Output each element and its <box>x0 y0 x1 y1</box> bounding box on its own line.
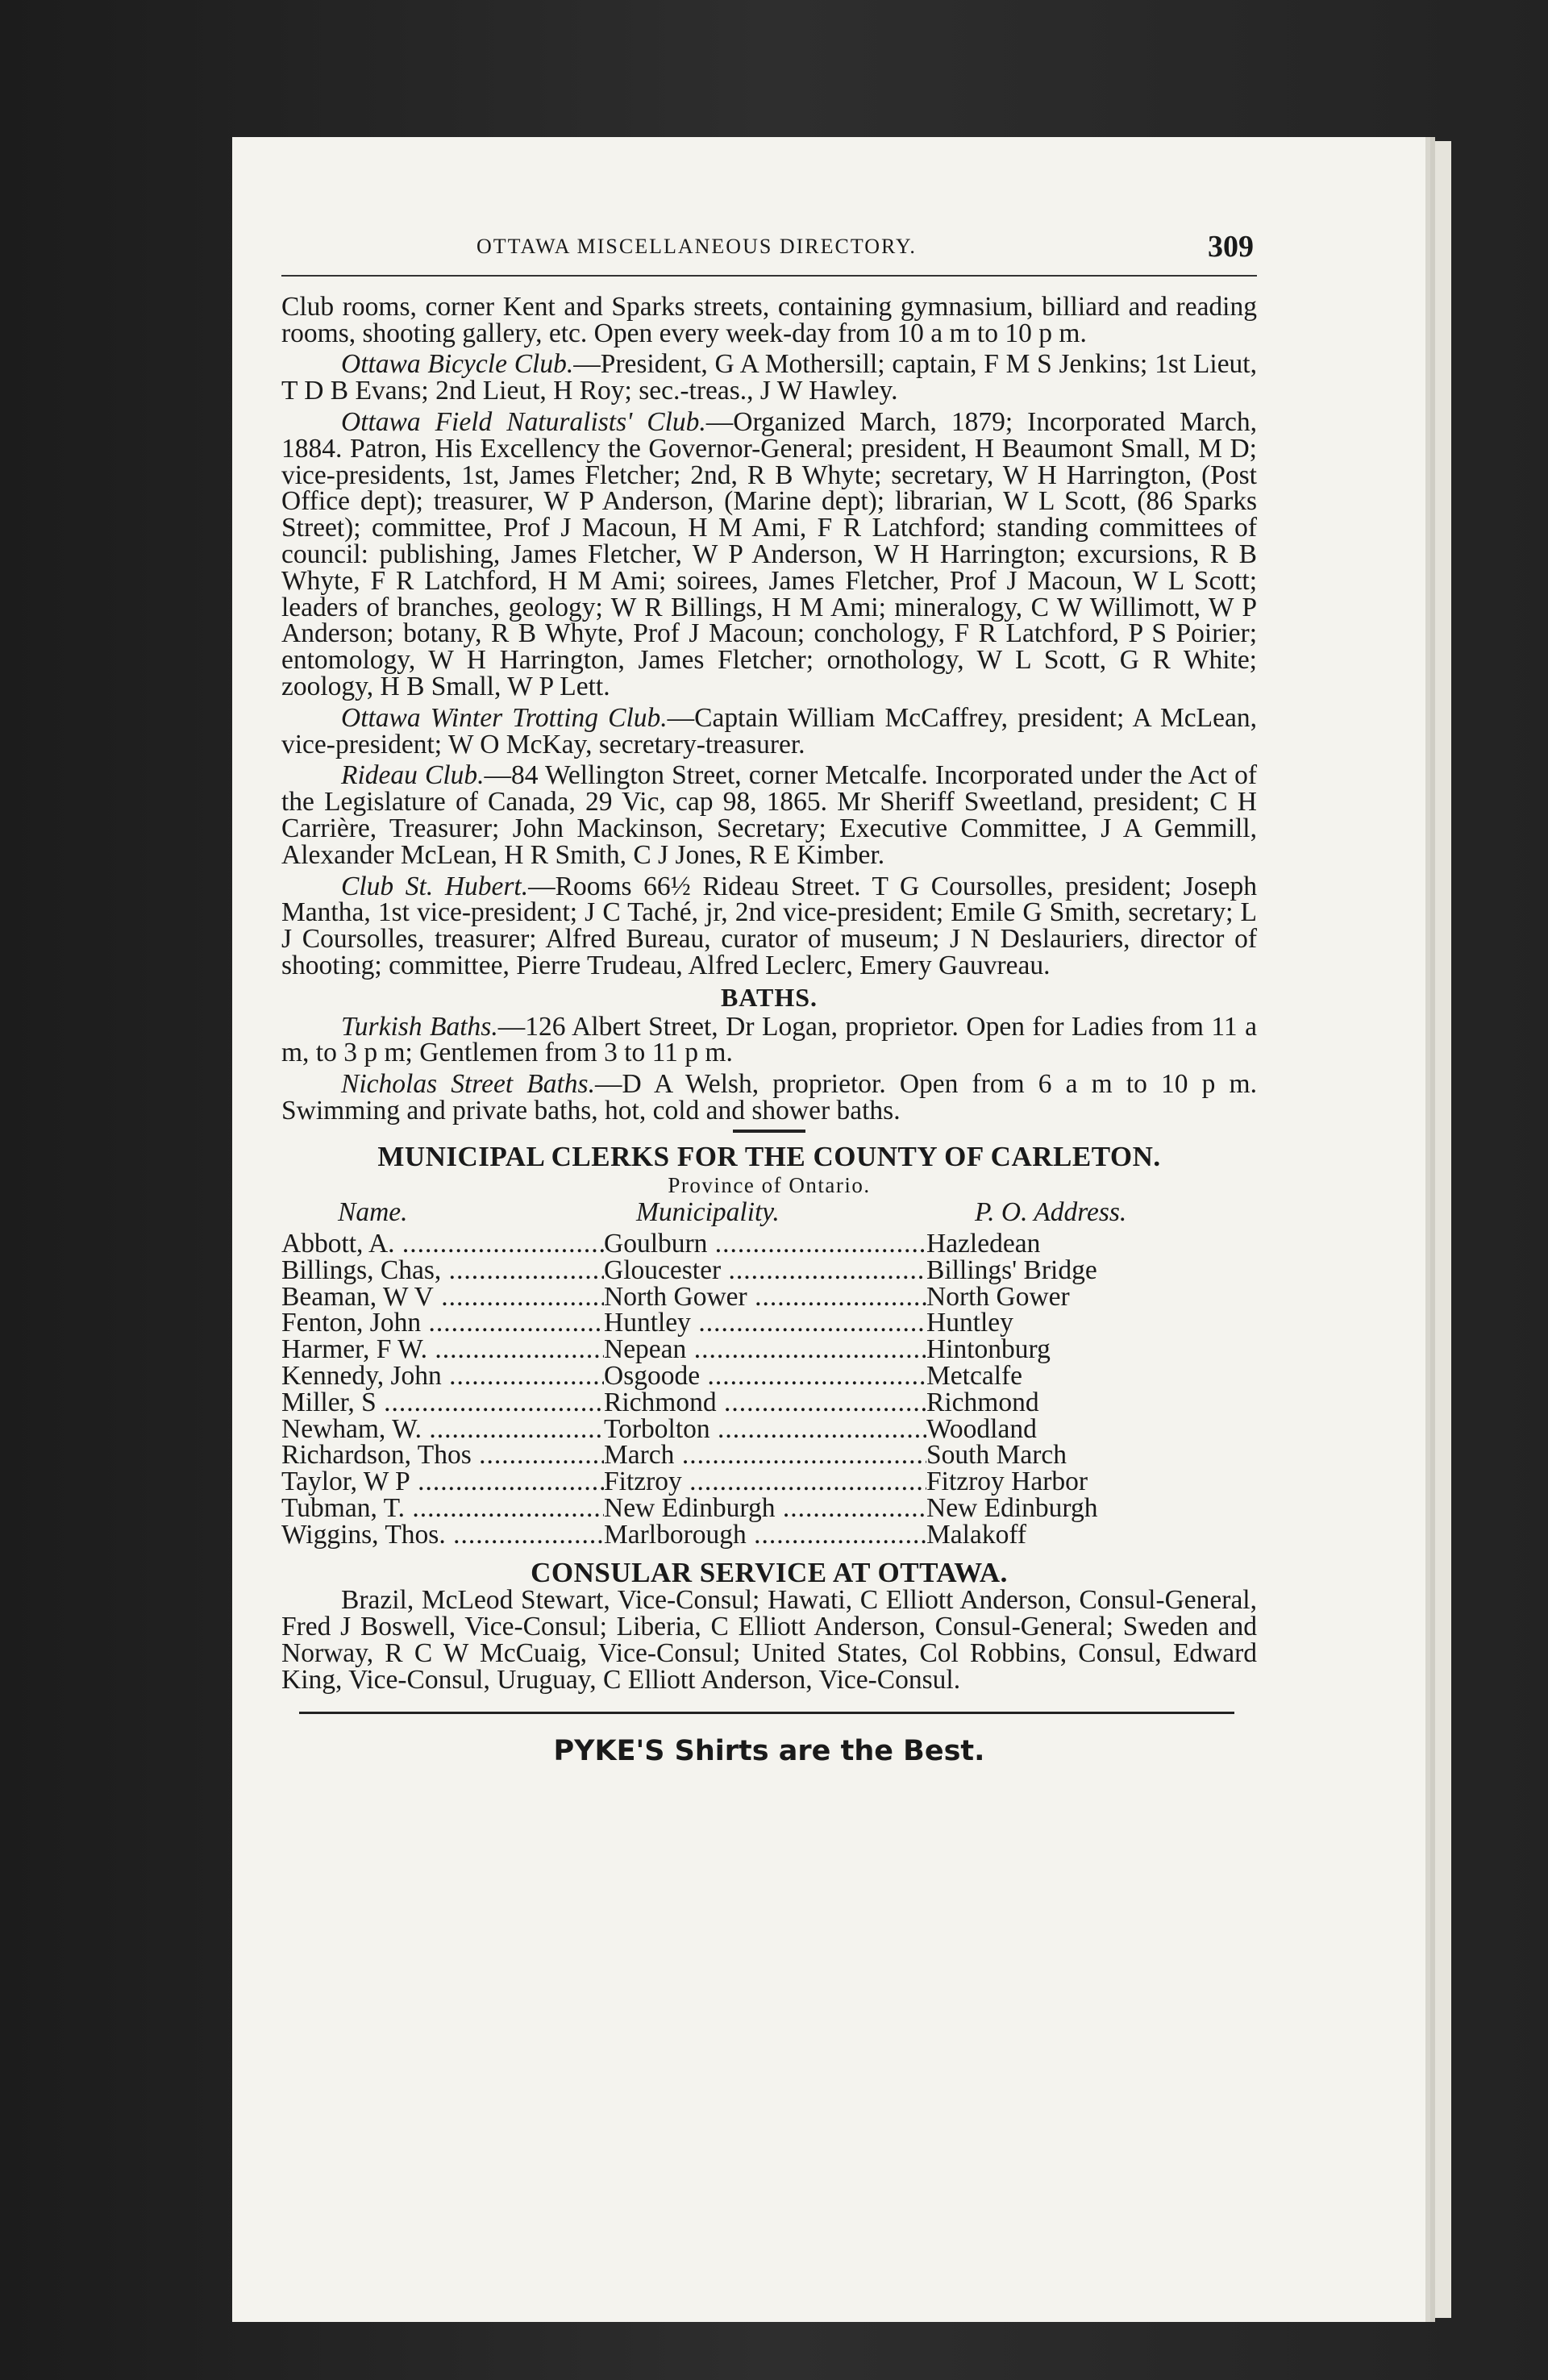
cell-municipality: Nepean ..... <box>604 1337 926 1363</box>
cell-municipality: Torbolton ..... <box>604 1417 926 1443</box>
cell-address: Metcalfe <box>926 1363 1023 1390</box>
column-header-address: P. O. Address. <box>975 1197 1127 1228</box>
club-entry-text: —Rooms 66½ Rideau Street. T G Coursolles, president; Joseph Mantha, 1st vice-president; J C Taché, jr, 2nd vice-president; Emile G Smith, secretary; L J Coursolles, treasurer; Alfred Bureau, curator of museum; J N Deslauriers, director of shooting; committee, Pierre Trudeau, Alfred Leclerc, Emery Gauvreau. <box>281 871 1258 980</box>
table-row <box>281 1337 1257 1363</box>
cell-municipality: March ..... <box>604 1442 926 1469</box>
cell-name: Taylor, W P ..... <box>281 1469 604 1496</box>
club-entry <box>281 349 1257 406</box>
cell-address: Huntley <box>926 1310 1013 1338</box>
baths-heading: BATHS. <box>720 982 818 1012</box>
club-entry-name: Ottawa Field Naturalists' Club. <box>341 406 706 437</box>
cell-address: Billings' Bridge <box>926 1257 1097 1284</box>
club-entry-text: —Organized March, 1879; Incorporated March, 1884. Patron, His Excellency the Governor-General; president, H Beaumont Small, M D; vice-presidents, 1st, James Fletcher; 2nd, R B Whyte; secretary, W H Harrington, (Post Office dept); treasurer, W P Anderson, (Marine dept); librarian, W L Scott, (86 Sparks Street); committee, Prof J Macoun, H M Ami, F R Latchford; standing committees of council: publishing, James Fletcher, W P Anderson, W H Harrington; excursions, R B Whyte, F R Latchford, H M Ami; soirees, James Fletcher, Prof J Macoun, W L Scott; leaders of branches, geology; W R Billings, H M Ami; mineralogy, C W Willimott, W P Anderson; botany, R B Whyte, Prof J Macoun; conchology, F R Latchford, P S Poirier; entomology, W H Harrington, James Fletcher; ornothology, W L Scott, G R White; zoology, H B Small, W P Lett. <box>281 406 1257 701</box>
club-entry-text: —President, G A Mothersill; captain, F M S Jenkins; 1st Lieut, T D B Evans; 2nd Lieut, H Roy; sec.-treas., J W Hawley. <box>281 349 1257 406</box>
table-row <box>281 1442 1257 1469</box>
cell-municipality: Fitzroy ..... <box>604 1469 926 1496</box>
cell-municipality: Richmond ..... <box>604 1390 926 1417</box>
section-divider <box>733 1130 805 1133</box>
column-header-municipality: Municipality. <box>636 1197 780 1228</box>
cell-name: Harmer, F W. ..... <box>281 1337 604 1363</box>
table-row <box>281 1231 1257 1258</box>
clerks-subheading: Province of Ontario. <box>668 1172 871 1197</box>
bath-entry-text: —126 Albert Street, Dr Logan, proprietor. Open for Ladies from 11 a m, to 3 p m; Gentlemen from 3 to 11 p m. <box>281 1011 1257 1068</box>
club-entry-text: —84 Wellington Street, corner Metcalfe. Incorporated under the Act of the Legislature of Canada, 29 Vic, cap 98, 1865. Mr Sheriff Sweetland, president; C H Carrière, Treasurer; John Mackinson, Secretary; Executive Committee, J A Gemmill, Alexander McLean, H R Smith, C J Jones, R E Kimber. <box>281 760 1257 870</box>
club-entry-name: Rideau Club. <box>341 760 485 791</box>
cell-municipality: Marlborough ..... <box>604 1522 926 1549</box>
club-entry-name: Ottawa Bicycle Club. <box>341 349 574 380</box>
clerks-heading: MUNICIPAL CLERKS FOR THE COUNTY OF CARLETON. <box>377 1140 1161 1172</box>
clerks-column-headers <box>281 1197 1257 1228</box>
club-entry-text: —Captain William McCaffrey, president; A McLean, vice-president; W O McKay, secretary-treasurer. <box>281 702 1257 759</box>
page-header <box>281 230 1257 264</box>
cell-address: New Edinburgh <box>926 1496 1098 1522</box>
cell-address: Richmond <box>926 1389 1039 1417</box>
page-content <box>281 230 1258 1767</box>
club-entries <box>281 349 1258 980</box>
table-row <box>281 1310 1257 1337</box>
bath-entry-name: Turkish Baths. <box>341 1011 498 1042</box>
clerks-table <box>281 1231 1257 1549</box>
table-row <box>281 1390 1257 1417</box>
column-header-name: Name. <box>338 1197 408 1228</box>
cell-municipality: Goulburn ..... <box>604 1231 926 1258</box>
cell-municipality: Gloucester ..... <box>604 1258 926 1284</box>
table-row <box>281 1284 1257 1311</box>
cell-name: Richardson, Thos ..... <box>281 1442 604 1469</box>
club-entry <box>281 702 1257 759</box>
club-entry <box>281 871 1258 980</box>
bath-entry <box>281 1011 1257 1068</box>
cell-address: Hazledean <box>926 1231 1041 1258</box>
cell-name: Tubman, T. ..... <box>281 1496 604 1522</box>
bath-entries <box>281 1011 1257 1126</box>
cell-name: Wiggins, Thos. ..... <box>281 1522 604 1549</box>
cell-name: Beaman, W V ..... <box>281 1284 604 1311</box>
advertisement: PYKE'S Shirts are the Best. <box>553 1734 985 1767</box>
page-number: 309 <box>1208 230 1254 264</box>
cell-municipality: North Gower ..... <box>604 1284 926 1311</box>
cell-address: Woodland <box>926 1416 1037 1443</box>
footer-rule <box>299 1712 1234 1714</box>
club-entry-name: Ottawa Winter Trotting Club. <box>341 702 668 733</box>
club-entry-name: Club St. Hubert. <box>341 871 529 901</box>
table-row <box>281 1469 1257 1496</box>
club-entry <box>281 406 1257 701</box>
bath-entry <box>281 1071 1257 1125</box>
table-row <box>281 1417 1257 1443</box>
consular-heading: CONSULAR SERVICE AT OTTAWA. <box>531 1556 1008 1588</box>
bath-entry-name: Nicholas Street Baths. <box>341 1069 595 1100</box>
club-entry <box>281 760 1257 870</box>
bath-entry-text: —D A Welsh, proprietor. Open from 6 a m to 10 p m. Swimming and private baths, hot, cold and shower baths. <box>281 1069 1257 1126</box>
cell-name: Fenton, John ..... <box>281 1310 604 1337</box>
cell-address: Hintonburg <box>926 1337 1051 1364</box>
cell-name: Miller, S ..... <box>281 1390 604 1417</box>
consular-paragraph: Brazil, McLeod Stewart, Vice-Consul; Hawati, C Elliott Anderson, Consul-General, Fred J Boswell, Vice-Consul; Liberia, C Elliott Anderson, Consul-General; Sweden and Norway, R C W McCuaig, Vice-Consul; United States, Col Robbins, Consul, Edward King, Vice-Consul, Uruguay, C Elliott Anderson, Vice-Consul. <box>281 1585 1257 1695</box>
cell-municipality: Osgoode ..... <box>604 1363 926 1390</box>
cell-address: Malakoff <box>926 1521 1027 1549</box>
cell-address: North Gower <box>926 1284 1070 1311</box>
header-rule <box>281 275 1257 277</box>
intro-paragraph: Club rooms, corner Kent and Sparks streets, containing gymnasium, billiard and reading rooms, shooting gallery, etc. Open every week-day from 10 a m to 10 p m. <box>281 291 1257 348</box>
cell-address: South March <box>926 1442 1067 1470</box>
table-row <box>281 1363 1257 1390</box>
table-row <box>281 1496 1257 1522</box>
cell-name: Abbott, A. ..... <box>281 1231 604 1258</box>
cell-name: Billings, Chas, ..... <box>281 1258 604 1284</box>
cell-address: Fitzroy Harbor <box>926 1469 1088 1496</box>
cell-name: Newham, W. ..... <box>281 1417 604 1443</box>
cell-municipality: New Edinburgh ..... <box>604 1496 926 1522</box>
cell-municipality: Huntley ..... <box>604 1310 926 1337</box>
table-row <box>281 1258 1257 1284</box>
table-row <box>281 1522 1257 1549</box>
cell-name: Kennedy, John ..... <box>281 1363 604 1390</box>
running-title: OTTAWA MISCELLANEOUS DIRECTORY. <box>476 235 917 258</box>
